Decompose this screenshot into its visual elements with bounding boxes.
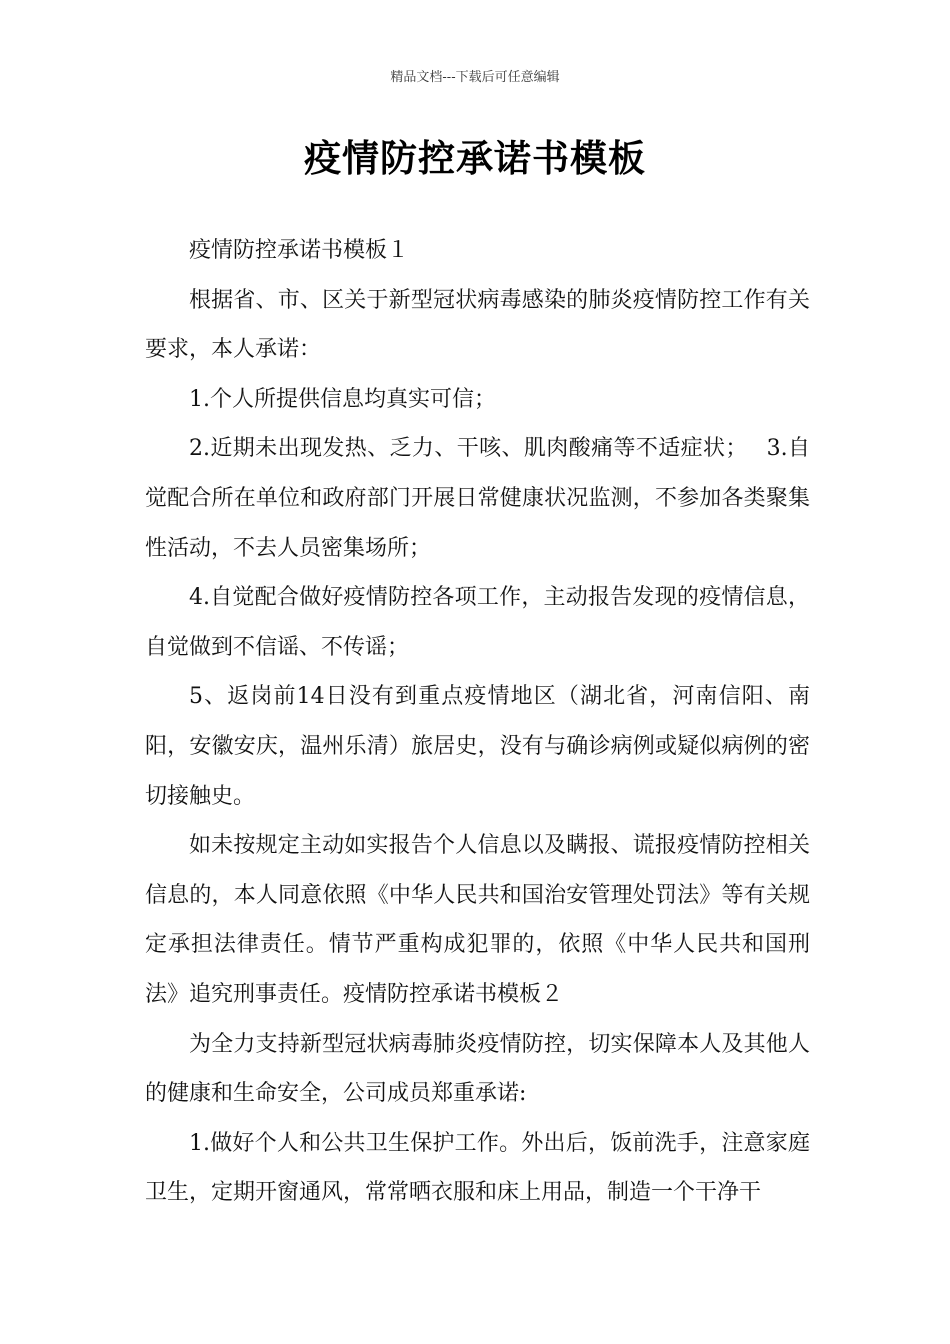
- document-body: [145, 226, 810, 1218]
- paragraph-template-2-item-1: 1.做好个人和公共卫生保护工作。外出后，饭前洗手，注意家庭卫生，定期开窗通风，常常晒衣服和床上用品，制造一个干净干: [145, 1130, 810, 1206]
- paragraph-item-1: 1.个人所提供信息均真实可信；: [189, 386, 496, 412]
- paragraph-item-5: 5、返岗前14日没有到重点疫情地区（湖北省，河南信阳、南阳，安徽安庆，温州乐清）旅居史，没有与确诊病例或疑似病例的密切接触史。: [145, 684, 810, 809]
- paragraph-item-4: 4.自觉配合做好疫情防控各项工作，主动报告发现的疫情信息，自觉做到不信谣、不传谣；: [145, 585, 810, 660]
- document-title: 疫情防控承诺书模板: [304, 136, 646, 180]
- paragraph-template-1-heading: 疫情防控承诺书模板１: [189, 238, 410, 263]
- header-note: 精品文档---下载后可任意编辑: [390, 70, 560, 85]
- paragraph-item-2-3: 2.近期未出现发热、乏力、干咳、肌肉酸痛等不适症状； 3.自觉配合所在单位和政府部门开展日常健康状况监测，不参加各类聚集性活动，不去人员密集场所；: [145, 436, 810, 561]
- paragraph-template-2-intro: 为全力支持新型冠状病毒肺炎疫情防控，切实保障本人及其他人的健康和生命安全，公司成员郑重承诺:: [145, 1031, 810, 1107]
- paragraph-intro: 根据省、市、区关于新型冠状病毒感染的肺炎疫情防控工作有关要求，本人承诺：: [145, 287, 810, 363]
- paragraph-liability: 如未按规定主动如实报告个人信息以及瞒报、谎报疫情防控相关信息的，本人同意依照《中华人民共和国治安管理处罚法》等有关规定承担法律责任。情节严重构成犯罪的，依照《中华人民共和国刑法》追究刑事责任。疫情防控承诺书模板２: [145, 833, 810, 1007]
